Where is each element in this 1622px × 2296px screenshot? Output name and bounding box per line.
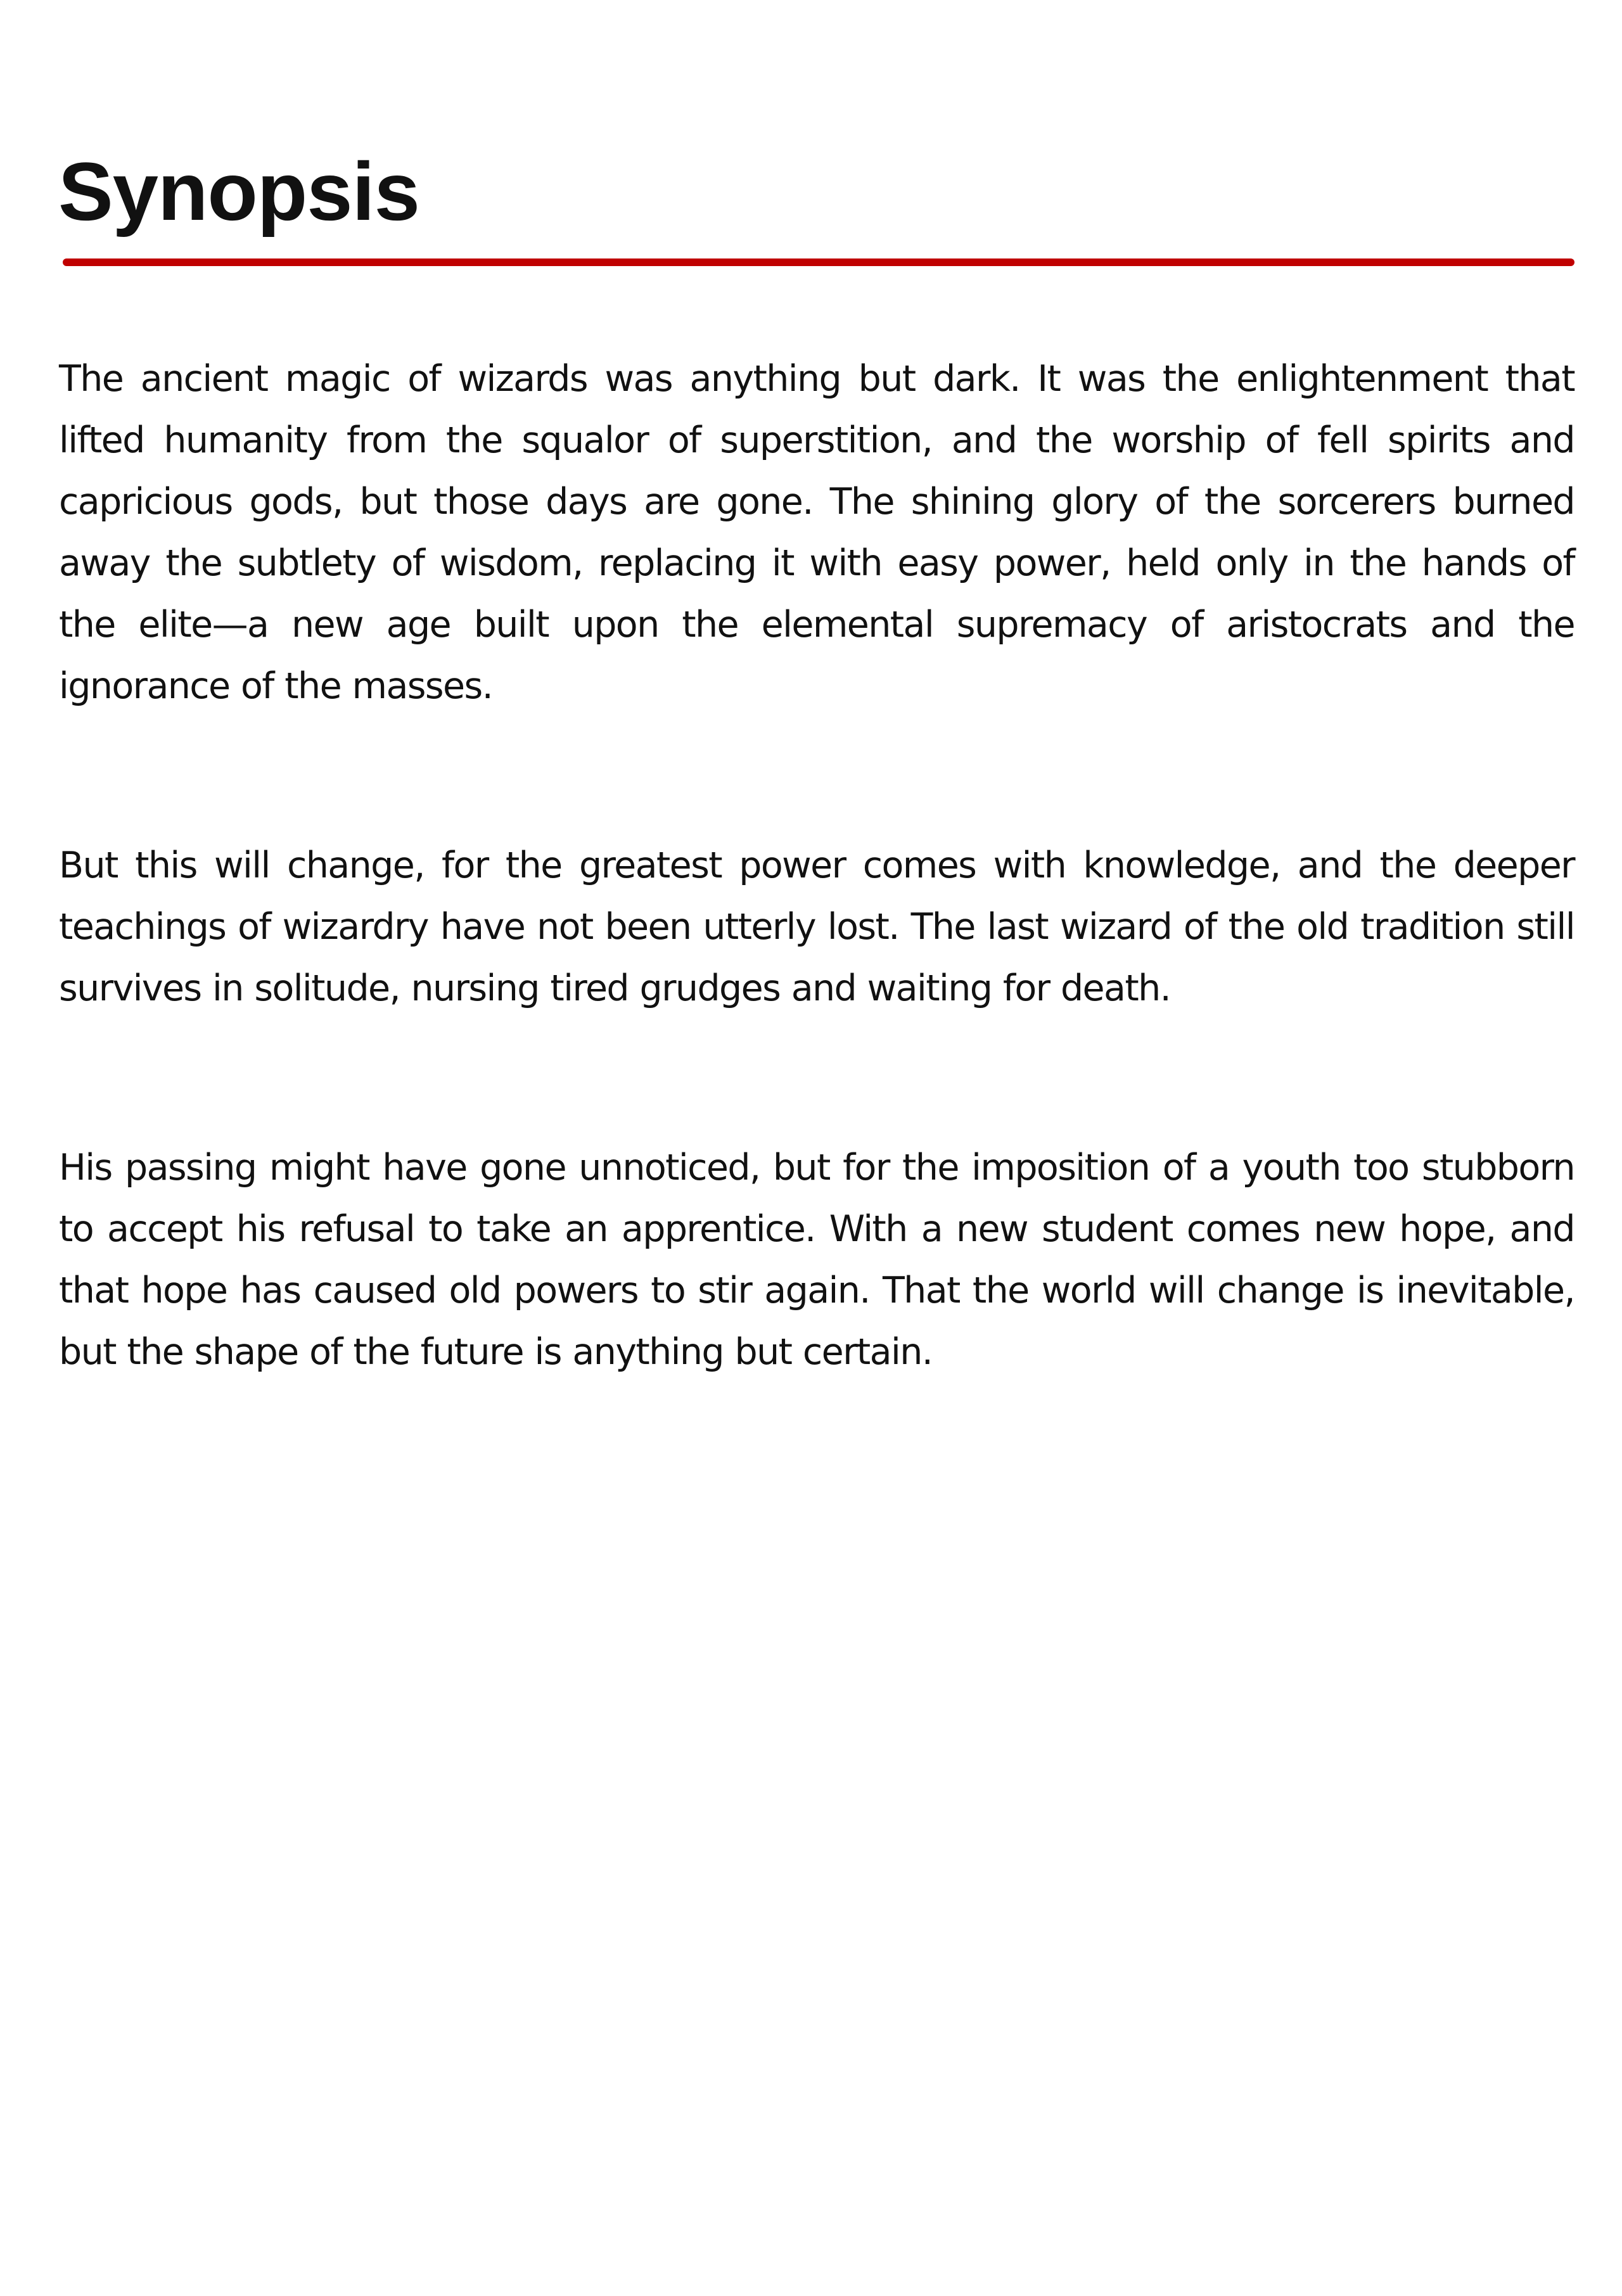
synopsis-paragraph-2: But this will change, for the greatest power comes with knowledge, and the deeper teachings of wizardry have not been utterly lost. The last wizard of the old tradition still survives in solitude, nursing tired grudges and waiting for death. xyxy=(59,845,1574,1009)
synopsis-paragraph-3: His passing might have gone unnoticed, but for the imposition of a youth too stubborn to accept his refusal to take an apprentice. With a new student comes new hope, and that hope has caused old powers to stir again. That the world will change is inevitable, but the shape of the future is anything but certain. xyxy=(59,1147,1574,1373)
synopsis-paragraph-1: The ancient magic of wizards was anything but dark. It was the enlightenment that lifted humanity from the squalor of superstition, and the worship of fell spirits and capricious gods, but those days are gone. The shining glory of the sorcerers burned away the subtlety of wisdom, replacing it with easy power, held only in the hands of the elite—a new age built upon the elemental supremacy of aristocrats and the ignorance of the masses. xyxy=(59,358,1574,707)
title-divider xyxy=(63,258,1574,266)
page-title: Synopsis xyxy=(58,145,419,238)
